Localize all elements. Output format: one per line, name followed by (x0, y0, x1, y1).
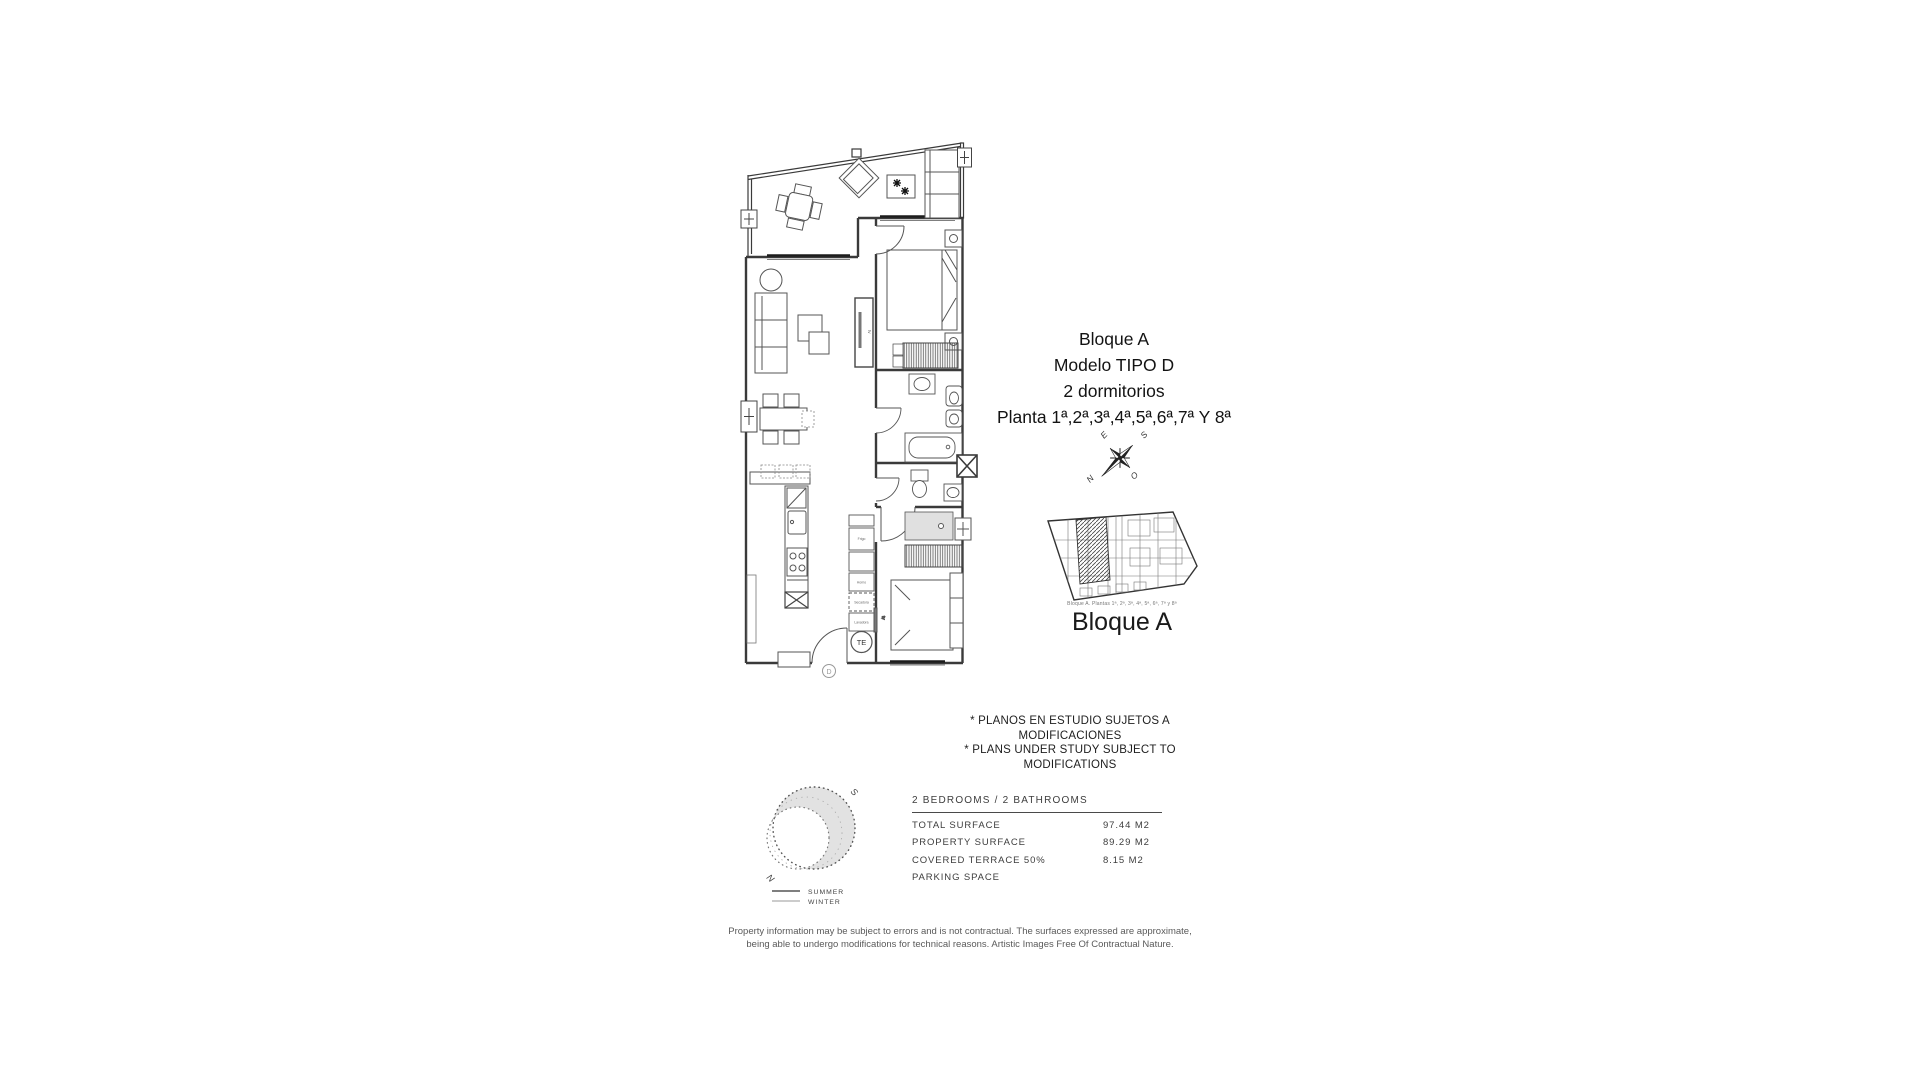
wall-column (741, 401, 757, 432)
door-step (778, 652, 810, 667)
d-label: D (826, 669, 832, 676)
kitchen-shaft (785, 592, 808, 608)
note-es: * PLANOS EN ESTUDIO SUJETOS A MODIFICACIONES (970, 715, 1170, 742)
floor-levels: Planta 1ª,2ª,3ª,4ª,5ª,6ª,7ª Y 8ª (996, 407, 1232, 427)
dryer-label: Secadora (854, 600, 869, 605)
row-value: 89.29 M2 (1103, 837, 1150, 848)
compass-n: N (1084, 473, 1096, 485)
compass-o: O (1128, 469, 1141, 482)
oven-label: Horno (856, 580, 867, 585)
title-block (985, 326, 1243, 430)
compass-e: E (1098, 429, 1110, 441)
compass-s: S (1138, 429, 1150, 441)
spec-table-header: 2 BEDROOMS / 2 BATHROOMS (912, 795, 1162, 813)
side-table (760, 269, 782, 291)
row-value: 8.15 M2 (1103, 854, 1144, 866)
te-label: TE (856, 638, 867, 647)
drain-marker (823, 665, 836, 678)
sun-south-label: S (848, 786, 860, 798)
sun-north-label: N (764, 872, 777, 885)
bedroom2 (874, 507, 971, 650)
fridge-label: Frigo (857, 537, 866, 541)
table-row (912, 837, 1162, 848)
compass-rose-icon (1082, 428, 1158, 492)
winter-legend-label: WINTER (808, 899, 841, 906)
bedroom-count: 2 dormitorios (1063, 381, 1165, 401)
floor-plan-drawing (735, 130, 985, 695)
row-value: 97.44 M2 (1103, 819, 1150, 831)
legal-footer (0, 926, 1920, 951)
spec-table (912, 795, 1162, 883)
tv2-label: tv (881, 616, 886, 620)
row-label: PROPERTY SURFACE (912, 837, 1026, 848)
washer-label: Lavadora (854, 620, 869, 625)
bedroom1 (876, 226, 962, 350)
dining-set (760, 394, 814, 444)
footer-line2: being able to undergo modifications for technical reasons. Artistic Images Free Of Contractual Nature. (746, 938, 1174, 950)
footer-line1: Property information may be subject to errors and is not contractual. The surfaces expressed are approximate, (728, 926, 1192, 937)
terrace-dining-set (773, 181, 825, 233)
key-plan-title: Bloque A (1071, 608, 1173, 636)
bathroom2 (876, 470, 962, 501)
table-row (912, 855, 1162, 866)
tv-icon (859, 312, 862, 348)
tv2-icon (874, 608, 877, 632)
breakfast-bar (750, 465, 810, 484)
sun-legend (772, 889, 844, 906)
shaft (957, 455, 977, 477)
table-row (912, 820, 1162, 831)
row-label: PARKING SPACE (912, 872, 1000, 883)
tv-label: tv (867, 330, 872, 334)
model-name: Modelo TIPO D (1053, 355, 1175, 375)
note-en: * PLANS UNDER STUDY SUBJECT TO MODIFICATIONS (964, 744, 1176, 771)
sofa (755, 293, 787, 373)
terrace-daybed (925, 150, 959, 218)
hall-cabinet (747, 575, 756, 643)
row-label: COVERED TERRACE 50% (912, 854, 1046, 866)
highlighted-unit (1076, 517, 1110, 584)
summer-legend-label: SUMMER (808, 889, 845, 896)
key-plan-caption: Bloque A. Plantas 1ª, 2ª, 3ª, 4ª, 5ª, 6ª, 7ª y 8ª (1067, 601, 1177, 607)
key-plan (1040, 510, 1208, 605)
row-label: TOTAL SURFACE (912, 819, 1001, 831)
bathroom1 (876, 374, 962, 462)
table-row (912, 872, 1162, 883)
block-name: Bloque A (1078, 329, 1150, 349)
bedroom1-closet (893, 343, 958, 368)
modification-notes (925, 714, 1215, 772)
entry-door (812, 628, 847, 663)
coffee-tables (798, 315, 829, 354)
terrace-plant-table (887, 175, 915, 198)
kitchen-counter (785, 486, 808, 608)
sun-path-diagram (760, 778, 864, 910)
tv-wall (855, 298, 873, 367)
